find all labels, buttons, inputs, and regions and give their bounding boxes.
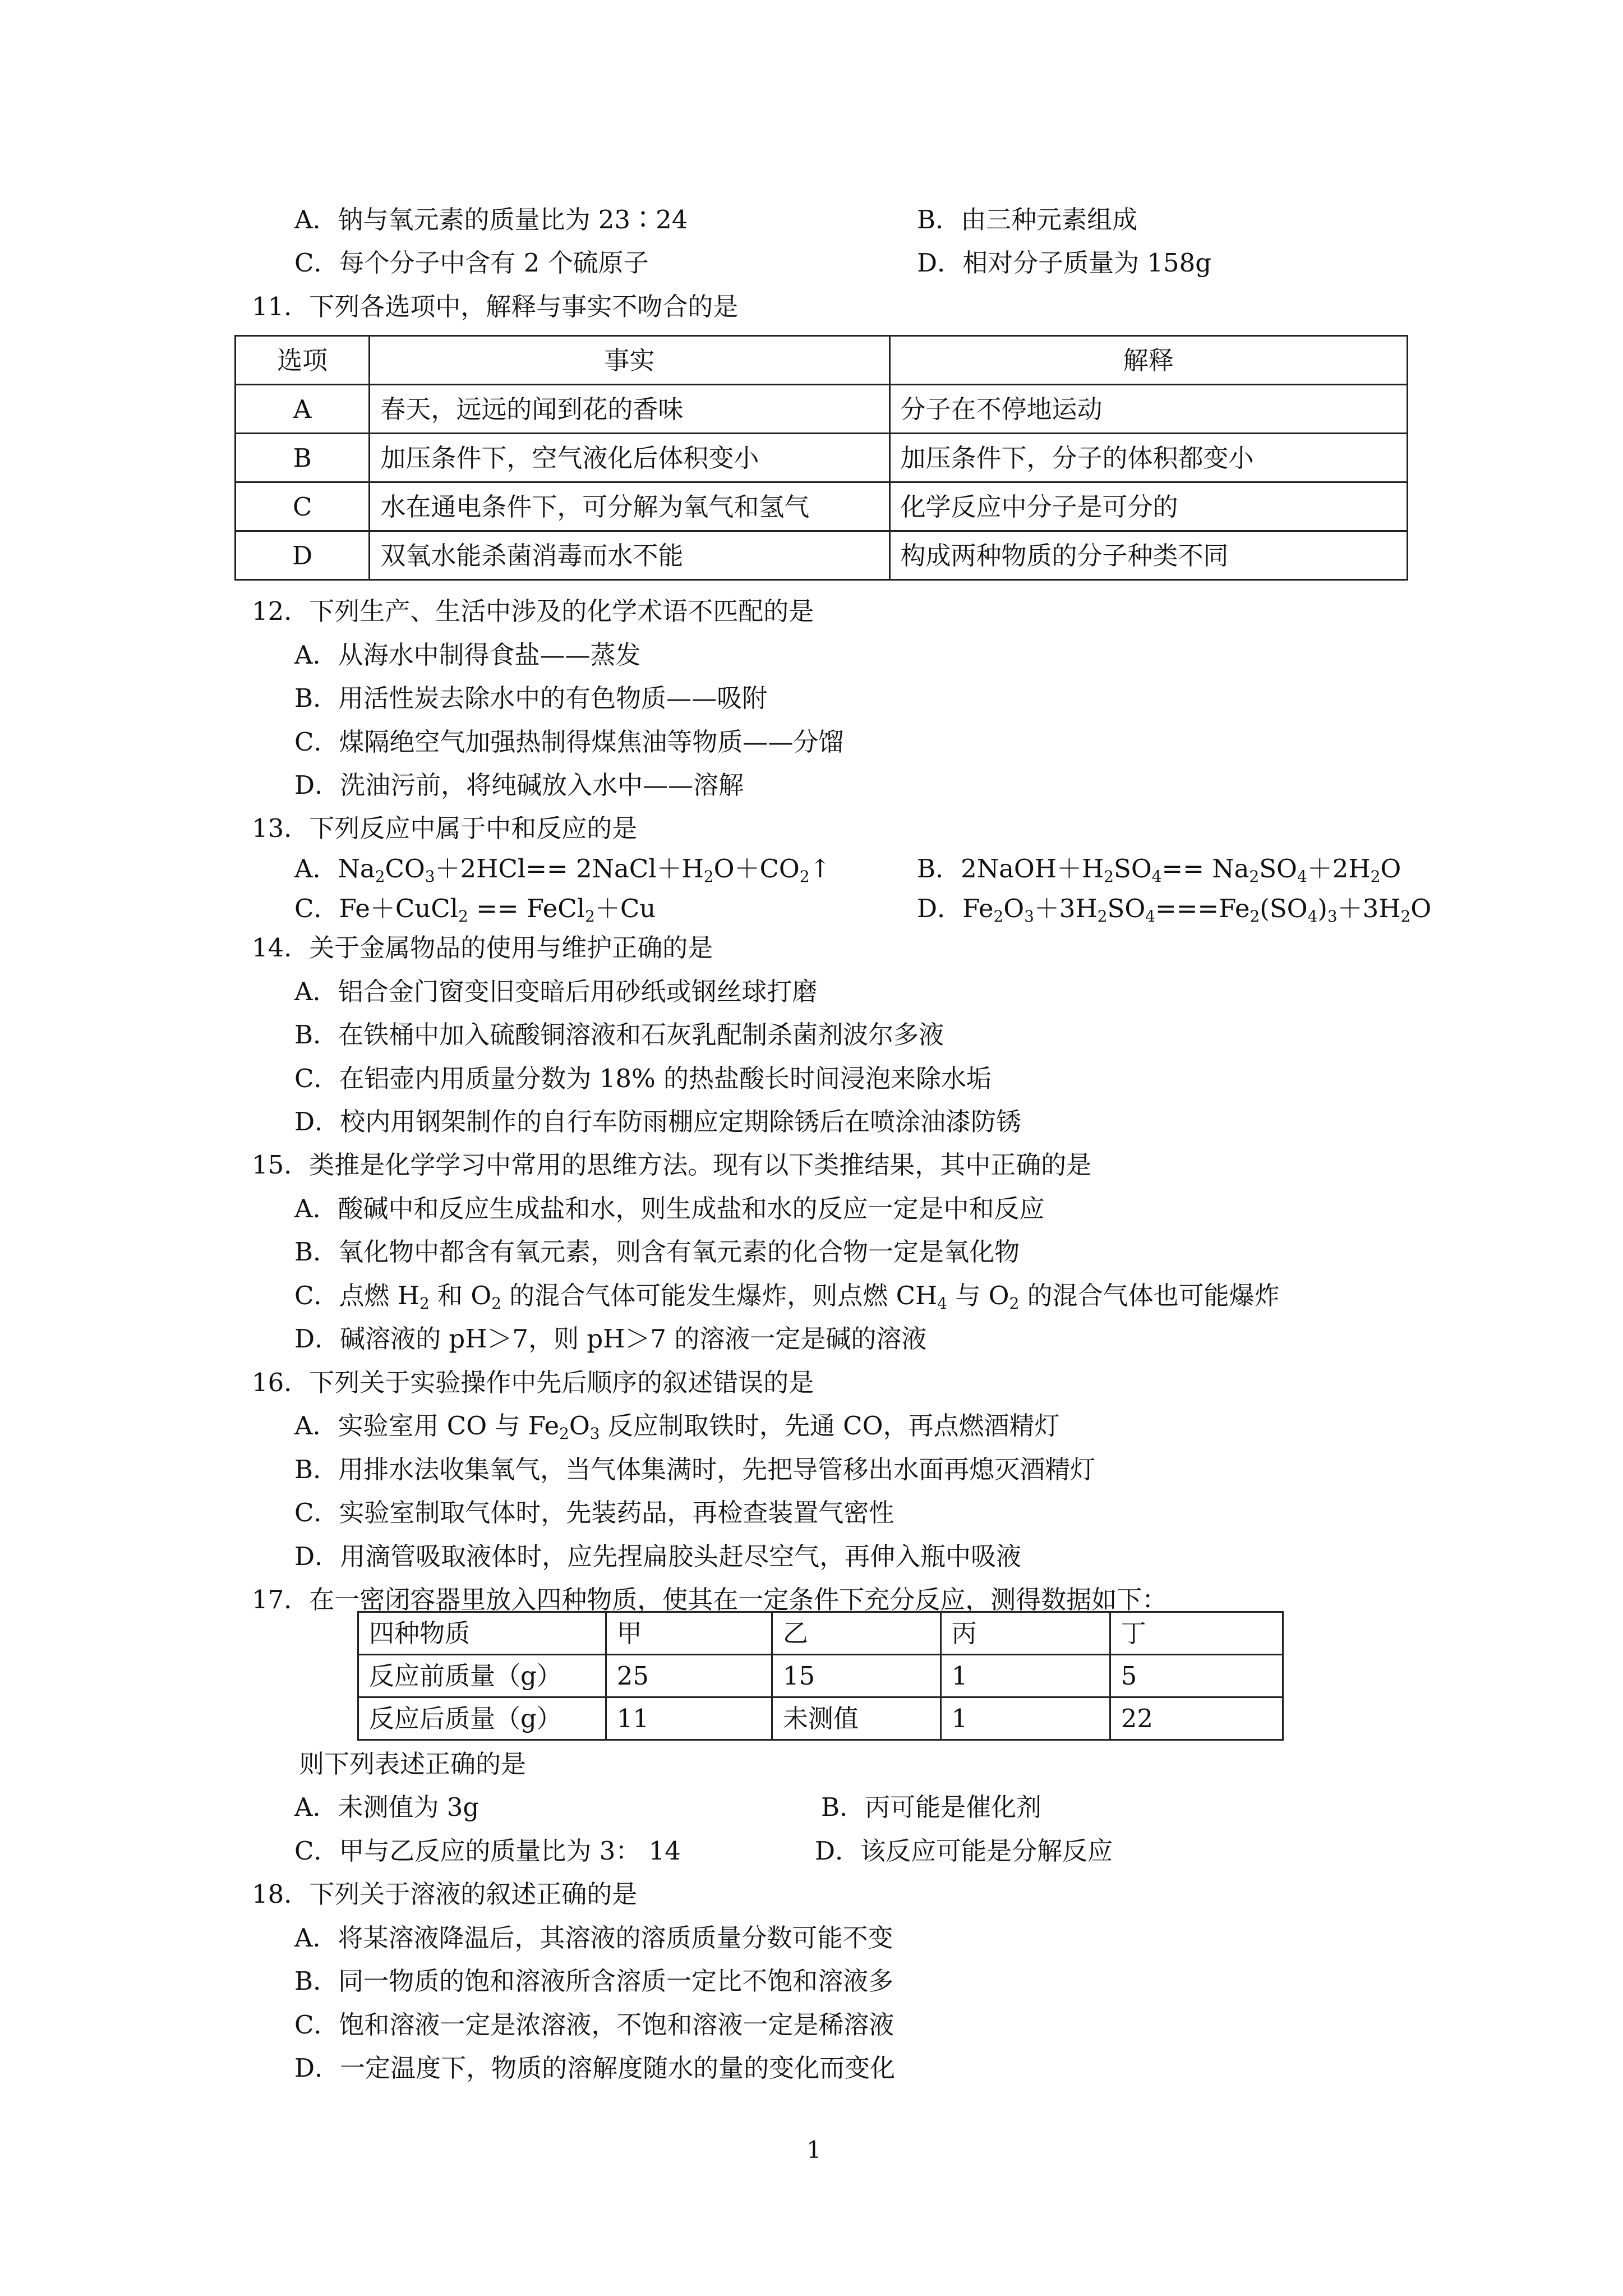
- q17-option-d: D．该反应可能是分解反应: [815, 1836, 1113, 1866]
- formula-subscript: 2: [1009, 1294, 1020, 1313]
- formula-text: B．用排水法收集氧气，当气体集满时，先把导管移出水面再熄灭酒精灯: [294, 1455, 1096, 1484]
- formula-subscript: 4: [1151, 867, 1162, 886]
- formula-text: ＋Cu: [594, 894, 656, 923]
- formula-text: D．碱溶液的 pH＞7，则 pH＞7 的溶液一定是碱的溶液: [294, 1324, 927, 1354]
- q12-option-c: C．煤隔绝空气加强热制得煤焦油等物质——分馏: [294, 727, 844, 757]
- q13-option-b: [917, 854, 1401, 886]
- formula-text: D．用滴管吸取液体时，应先捏扁胶头赶尽空气，再伸入瓶中吸液: [294, 1542, 1022, 1571]
- table-row: [358, 1697, 1283, 1740]
- q14-option-a: A．铝合金门窗变旧变暗后用砂纸或钢丝球打磨: [294, 977, 818, 1006]
- formula-subscript: 2: [1370, 867, 1381, 886]
- formula-subscript: 3: [1024, 907, 1034, 926]
- page-number: 1: [806, 2136, 822, 2164]
- table-cell: 加压条件下，分子的体积都变小: [889, 434, 1407, 482]
- q10-option-a: A．钠与氧元素的质量比为 23∶24: [294, 205, 688, 234]
- table-cell: 5: [1110, 1655, 1283, 1697]
- table-header-cell: 丁: [1110, 1612, 1283, 1655]
- q12-option-b: B．用活性炭去除水中的有色物质——吸附: [294, 683, 768, 713]
- formula-text: ===Fe: [1155, 894, 1250, 923]
- table-header-row: [236, 336, 1408, 385]
- formula-subscript: 4: [1297, 867, 1307, 886]
- q17-stem: 17．在一密闭容器里放入四种物质，使其在一定条件下充分反应，测得数据如下：: [252, 1585, 1168, 1614]
- q14-stem: 14．关于金属物品的使用与维护正确的是: [252, 933, 713, 963]
- q16-option-a: [294, 1411, 1060, 1443]
- table-cell: 水在通电条件下，可分解为氧气和氢气: [370, 482, 889, 531]
- formula-text: B．氧化物中都含有氧元素，则含有氧元素的化合物一定是氧化物: [294, 1237, 1020, 1267]
- table-cell: B: [236, 434, 370, 482]
- table-cell: 未测值: [772, 1697, 941, 1740]
- table-header-cell: 选项: [236, 336, 370, 385]
- q16-option-b: [294, 1457, 1095, 1482]
- formula-text: ＋3H: [1337, 894, 1401, 923]
- formula-text: Na: [338, 854, 375, 884]
- q12-stem: 12．下列生产、生活中涉及的化学术语不匹配的是: [252, 596, 814, 626]
- formula-text: O＋CO: [713, 854, 800, 884]
- table-cell: 15: [772, 1655, 941, 1697]
- table-cell: 反应前质量（g）: [358, 1655, 606, 1697]
- formula-text: Fe＋CuCl: [339, 894, 459, 923]
- formula-text: CO: [385, 854, 425, 884]
- formula-subscript: 2: [1249, 867, 1260, 886]
- option-label: A．: [294, 854, 338, 884]
- formula-text: 与 O: [947, 1281, 1009, 1310]
- q11-stem: 11．下列各选项中，解释与事实不吻合的是: [252, 292, 739, 321]
- table-cell: 化学反应中分子是可分的: [889, 482, 1407, 531]
- formula-text: 反应制取铁时，先通 CO，再点燃酒精灯: [600, 1411, 1060, 1441]
- formula-subscript: 2: [458, 907, 468, 926]
- table-row: [236, 434, 1408, 482]
- formula-text: ↑: [809, 854, 831, 884]
- table-row: [236, 531, 1408, 580]
- formula-text: == FeCl: [468, 894, 585, 923]
- q17-option-a: A．未测值为 3g: [294, 1792, 479, 1822]
- formula-text: ＋2H: [1307, 854, 1371, 884]
- formula-subscript: 2: [1097, 907, 1108, 926]
- table-cell: 构成两种物质的分子种类不同: [889, 531, 1407, 580]
- q15-option-b: [294, 1237, 1020, 1267]
- formula-text: O: [1003, 894, 1025, 923]
- formula-subscript: 2: [585, 907, 595, 926]
- formula-text: 的混合气体可能发生爆炸，则点燃 CH: [501, 1281, 938, 1310]
- table-cell: 1: [940, 1697, 1110, 1740]
- table-cell: A: [236, 385, 370, 434]
- formula-text: ＋3H: [1034, 894, 1098, 923]
- q18-option-b: B．同一物质的饱和溶液所含溶质一定比不饱和溶液多: [294, 1966, 894, 1996]
- formula-subscript: 2: [559, 1424, 569, 1443]
- formula-text: A．实验室用 CO 与 Fe: [294, 1411, 560, 1441]
- table-row: [236, 482, 1408, 531]
- table-cell: D: [236, 531, 370, 580]
- formula-text: SO: [1259, 854, 1297, 884]
- q11-table: [234, 335, 1408, 581]
- formula-text: 的混合气体也可能爆炸: [1019, 1281, 1280, 1310]
- table-cell: 春天，远远的闻到花的香味: [370, 385, 889, 434]
- formula-subscript: 3: [589, 1424, 600, 1443]
- formula-text: C．点燃 H: [294, 1281, 419, 1310]
- option-label: D．: [917, 894, 963, 923]
- q13-stem: 13．下列反应中属于中和反应的是: [252, 813, 638, 843]
- formula-subscript: 2: [1400, 907, 1411, 926]
- formula-subscript: 3: [425, 867, 435, 886]
- formula-text: SO: [1107, 894, 1146, 923]
- q16-option-d: [294, 1544, 1021, 1569]
- table-row: [236, 385, 1408, 434]
- table-cell: 1: [940, 1655, 1110, 1697]
- table-header-cell: 四种物质: [358, 1612, 606, 1655]
- q17-table: [357, 1611, 1284, 1741]
- formula-text: C．实验室制取气体时，先装药品，再检查装置气密性: [294, 1498, 895, 1527]
- table-header-cell: 丙: [940, 1612, 1110, 1655]
- formula-text: == Na: [1161, 854, 1249, 884]
- formula-text: 2NaOH＋H: [961, 854, 1104, 884]
- table-cell: 11: [606, 1697, 772, 1740]
- q15-stem: 15．类推是化学学习中常用的思维方法。现有以下类推结果，其中正确的是: [252, 1150, 1092, 1180]
- q15-option-a: [294, 1196, 1045, 1221]
- table-cell: 22: [1110, 1697, 1283, 1740]
- formula-subscript: 2: [419, 1294, 430, 1313]
- table-cell: C: [236, 482, 370, 531]
- q17-prompt: 则下列表述正确的是: [299, 1749, 527, 1779]
- formula-text: 和 O: [429, 1281, 492, 1310]
- option-label: C．: [294, 894, 339, 923]
- formula-text: ): [1317, 894, 1327, 923]
- q17-option-c: C．甲与乙反应的质量比为 3： 14: [294, 1836, 681, 1866]
- formula-subscript: 4: [1307, 907, 1318, 926]
- table-cell: 加压条件下，空气液化后体积变小: [370, 434, 889, 482]
- q13-option-d: [917, 894, 1432, 926]
- q18-option-d: D．一定温度下，物质的溶解度随水的量的变化而变化: [294, 2053, 896, 2083]
- formula-subscript: 4: [937, 1294, 948, 1313]
- table-row: [358, 1655, 1283, 1697]
- table-header-cell: 解释: [889, 336, 1407, 385]
- formula-subscript: 3: [1327, 907, 1338, 926]
- formula-text: Fe: [962, 894, 994, 923]
- formula-subscript: 2: [703, 867, 714, 886]
- q13-option-a: [294, 854, 831, 886]
- formula-text: (SO: [1260, 894, 1308, 923]
- table-header-row: [358, 1612, 1283, 1655]
- formula-text: O: [1410, 894, 1432, 923]
- table-header-cell: 事实: [370, 336, 889, 385]
- formula-text: O: [1380, 854, 1401, 884]
- option-label: B．: [917, 854, 961, 884]
- table-header-cell: 甲: [606, 1612, 772, 1655]
- q14-option-c: C．在铝壶内用质量分数为 18% 的热盐酸长时间浸泡来除水垢: [294, 1064, 992, 1093]
- q18-option-c: C．饱和溶液一定是浓溶液，不饱和溶液一定是稀溶液: [294, 2010, 895, 2040]
- q15-option-c: [294, 1281, 1280, 1313]
- table-cell: 反应后质量（g）: [358, 1697, 606, 1740]
- q12-option-d: D．洗油污前，将纯碱放入水中——溶解: [294, 770, 744, 800]
- formula-subscript: 2: [491, 1294, 501, 1313]
- q14-option-b: B．在铁桶中加入硫酸铜溶液和石灰乳配制杀菌剂波尔多液: [294, 1020, 944, 1050]
- formula-subscript: 2: [1249, 907, 1260, 926]
- q12-option-a: A．从海水中制得食盐——蒸发: [294, 640, 641, 670]
- q18-stem: 18．下列关于溶液的叙述正确的是: [252, 1879, 638, 1909]
- formula-text: O: [569, 1411, 590, 1441]
- formula-subscript: 2: [1104, 867, 1114, 886]
- formula-subscript: 2: [799, 867, 810, 886]
- table-cell: 双氧水能杀菌消毒而水不能: [370, 531, 889, 580]
- table-cell: 25: [606, 1655, 772, 1697]
- q13-option-c: [294, 894, 656, 926]
- formula-subscript: 2: [375, 867, 385, 886]
- formula-subscript: 4: [1145, 907, 1156, 926]
- q18-option-a: A．将某溶液降温后，其溶液的溶质质量分数可能不变: [294, 1923, 893, 1953]
- table-header-cell: 乙: [772, 1612, 941, 1655]
- q16-stem: 16．下列关于实验操作中先后顺序的叙述错误的是: [252, 1368, 814, 1397]
- formula-text: A．酸碱中和反应生成盐和水，则生成盐和水的反应一定是中和反应: [294, 1194, 1045, 1223]
- q10-option-c: C．每个分子中含有 2 个硫原子: [294, 248, 649, 278]
- formula-subscript: 2: [993, 907, 1004, 926]
- formula-text: ＋2HCl== 2NaCl＋H: [435, 854, 704, 884]
- q15-option-d: [294, 1324, 927, 1354]
- q17-option-b: B．丙可能是催化剂: [821, 1792, 1042, 1822]
- q16-option-c: [294, 1500, 894, 1525]
- table-cell: 分子在不停地运动: [889, 385, 1407, 434]
- formula-text: SO: [1114, 854, 1152, 884]
- q10-option-d: D．相对分子质量为 158g: [917, 248, 1212, 278]
- q10-option-b: B．由三种元素组成: [917, 205, 1138, 234]
- q14-option-d: D．校内用钢架制作的自行车防雨棚应定期除锈后在喷涂油漆防锈: [294, 1107, 1022, 1137]
